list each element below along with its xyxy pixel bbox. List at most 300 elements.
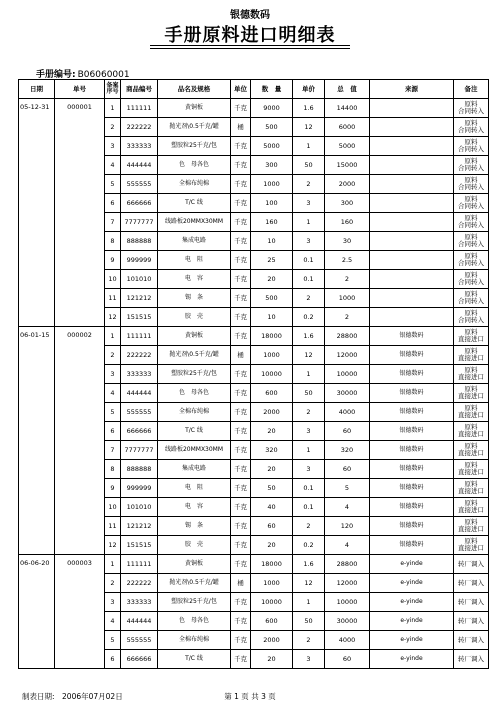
cell-source [370,175,454,194]
cell-name: 塑胶粒25千克/包 [158,593,231,612]
cell-unit: 千克 [231,517,251,536]
cell-qty: 500 [251,289,293,308]
cell-source: 银德数码 [370,498,454,517]
remark-line: 转厂调入 [458,654,484,663]
cell-qty: 20 [251,270,293,289]
cell-qty: 60 [251,517,293,536]
cell-seq: 8 [105,460,121,479]
cell-seq: 10 [105,270,121,289]
remark-line: 原料 [464,480,478,489]
cell-name: 抛光剂\0.5千克/罐 [158,118,231,137]
remark-line: 合同转入 [458,221,484,229]
remark-line: 转厂调入 [458,597,484,606]
remark-line: 原料 [464,119,478,128]
cell-price: 0.2 [293,536,325,555]
cell-unit: 千克 [231,650,251,669]
cell-seq: 8 [105,232,121,251]
cell-source: e-yinde [370,574,454,593]
cell-seq: 1 [105,327,121,346]
cell-total: 10000 [325,365,370,384]
remark-line: 合同转入 [458,259,484,267]
cell-price: 1.6 [293,99,325,118]
cell-code: 101010 [121,498,158,517]
cell-code: 666666 [121,650,158,669]
cell-code: 555555 [121,175,158,194]
cell-qty: 40 [251,498,293,517]
remark-line: 原料 [464,328,478,337]
cell-name: 线路板20MMX30MM [158,213,231,232]
remark-line: 原料 [464,385,478,394]
cell-code: 555555 [121,631,158,650]
cell-remark [454,403,489,422]
cell-remark [454,308,489,327]
cell-total: 5 [325,479,370,498]
remark-line: 原料 [464,518,478,527]
cell-name: 全棉布纯棉 [158,175,231,194]
remark-line: 合同转入 [458,297,484,305]
cell-unit: 千克 [231,270,251,289]
cell-source: 银德数码 [370,422,454,441]
report-date: 制表日期: 2006年07月02日 [22,692,123,701]
cell-qty: 20 [251,422,293,441]
cell-name: 集成电路 [158,232,231,251]
column-header: 单位 [231,80,251,99]
cell-code: 121212 [121,517,158,536]
cell-seq: 2 [105,346,121,365]
cell-seq: 10 [105,498,121,517]
cell-source [370,156,454,175]
cell-price: 1 [293,137,325,156]
cell-unit: 千克 [231,460,251,479]
cell-code: 121212 [121,289,158,308]
cell-remark [454,384,489,403]
cell-unit: 千克 [231,251,251,270]
cell-seq: 9 [105,251,121,270]
remark-line: 直接进口 [458,525,484,533]
cell-source: 银德数码 [370,327,454,346]
cell-seq: 1 [105,99,121,118]
remark-line: 合同转入 [458,145,484,153]
cell-price: 2 [293,631,325,650]
cell-name: 塑胶粒25千克/包 [158,365,231,384]
column-header: 来源 [370,80,454,99]
cell-qty: 20 [251,460,293,479]
cell-qty: 50 [251,479,293,498]
cell-price: 0.1 [293,270,325,289]
remark-line: 原料 [464,138,478,147]
cell-qty: 18000 [251,327,293,346]
cell-qty: 20 [251,650,293,669]
cell-price: 0.1 [293,479,325,498]
cell-total: 2000 [325,175,370,194]
remark-line: 原料 [464,195,478,204]
remark-line: 直接进口 [458,411,484,419]
cell-name: 锡 条 [158,517,231,536]
remark-line: 转厂调入 [458,635,484,644]
cell-qty: 1000 [251,175,293,194]
cell-seq: 7 [105,213,121,232]
cell-qty: 10 [251,308,293,327]
cell-seq: 1 [105,555,121,574]
cell-total: 2 [325,270,370,289]
cell-seq: 5 [105,631,121,650]
cell-unit: 千克 [231,536,251,555]
cell-seq: 2 [105,574,121,593]
cell-source [370,137,454,156]
remark-line: 合同转入 [458,202,484,210]
remark-line: 合同转入 [458,164,484,172]
cell-name: 集成电路 [158,460,231,479]
cell-source [370,232,454,251]
cell-total: 2.5 [325,251,370,270]
cell-total: 60 [325,650,370,669]
table-body [19,99,489,669]
cell-qty: 160 [251,213,293,232]
cell-code: 222222 [121,574,158,593]
remark-line: 直接进口 [458,354,484,362]
report-title: 手册原料进口明细表 [164,25,336,46]
cell-remark [454,99,489,118]
table-row [19,555,489,574]
remark-line: 直接进口 [458,449,484,457]
import-detail-table [18,79,489,669]
cell-code: 333333 [121,137,158,156]
cell-qty: 9000 [251,99,293,118]
cell-source: 银德数码 [370,536,454,555]
cell-seq: 6 [105,194,121,213]
cell-name: T/C 线 [158,650,231,669]
cell-code: 111111 [121,327,158,346]
cell-unit: 千克 [231,327,251,346]
cell-name: 全棉布纯棉 [158,631,231,650]
remark-line: 直接进口 [458,392,484,400]
cell-seq: 4 [105,156,121,175]
cell-code: 999999 [121,251,158,270]
title-underline [150,45,350,46]
cell-name: T/C 线 [158,422,231,441]
cell-seq: 4 [105,384,121,403]
column-header: 单价 [293,80,325,99]
cell-remark [454,118,489,137]
remark-line: 合同转入 [458,107,484,115]
cell-qty: 1000 [251,574,293,593]
cell-price: 1.6 [293,555,325,574]
cell-remark [454,365,489,384]
cell-code: 222222 [121,118,158,137]
cell-price: 1 [293,213,325,232]
cell-code: 888888 [121,232,158,251]
remark-line: 原料 [464,366,478,375]
remark-line: 原料 [464,461,478,470]
cell-qty: 2000 [251,403,293,422]
cell-price: 0.2 [293,308,325,327]
cell-price: 0.1 [293,498,325,517]
cell-code: 444444 [121,156,158,175]
cell-seq: 11 [105,517,121,536]
cell-qty: 20 [251,536,293,555]
cell-price: 3 [293,422,325,441]
cell-source [370,118,454,137]
remark-line: 直接进口 [458,430,484,438]
cell-remark [454,327,489,346]
cell-seq: 3 [105,365,121,384]
column-header: 日期 [19,80,55,99]
cell-remark [454,536,489,555]
remark-line: 直接进口 [458,468,484,476]
cell-remark [454,650,489,669]
remark-line: 原料 [464,157,478,166]
cell-code: 111111 [121,99,158,118]
cell-qty: 600 [251,384,293,403]
cell-unit: 千克 [231,365,251,384]
cell-source [370,270,454,289]
cell-source: 银德数码 [370,460,454,479]
cell-remark [454,175,489,194]
cell-total: 30 [325,232,370,251]
remark-line: 合同转入 [458,316,484,324]
cell-code: 555555 [121,403,158,422]
cell-remark [454,194,489,213]
cell-total: 60 [325,460,370,479]
cell-seq: 9 [105,479,121,498]
cell-name: 电 容 [158,498,231,517]
cell-name: 黄铜板 [158,555,231,574]
cell-name: 电 容 [158,270,231,289]
cell-remark [454,251,489,270]
cell-remark [454,517,489,536]
cell-source: 银德数码 [370,479,454,498]
cell-total: 4000 [325,631,370,650]
cell-seq: 3 [105,137,121,156]
cell-total: 30000 [325,384,370,403]
cell-source: e-yinde [370,593,454,612]
cell-seq: 6 [105,422,121,441]
cell-seq: 4 [105,612,121,631]
cell-name: 锡 条 [158,289,231,308]
cell-price: 0.1 [293,251,325,270]
cell-remark [454,498,489,517]
cell-seq: 6 [105,650,121,669]
cell-total: 2 [325,308,370,327]
remark-line: 原料 [464,271,478,280]
cell-total: 60 [325,422,370,441]
cell-price: 2 [293,175,325,194]
cell-unit: 千克 [231,441,251,460]
cell-name: T/C 线 [158,194,231,213]
remark-line: 原料 [464,290,478,299]
cell-remark [454,441,489,460]
cell-source [370,251,454,270]
remark-line: 转厂调入 [458,559,484,568]
cell-remark [454,422,489,441]
cell-unit: 千克 [231,498,251,517]
cell-total: 4 [325,498,370,517]
cell-name: 色 母各色 [158,156,231,175]
cell-total: 320 [325,441,370,460]
cell-price: 2 [293,289,325,308]
cell-price: 2 [293,517,325,536]
cell-seq: 5 [105,175,121,194]
cell-total: 120 [325,517,370,536]
cell-price: 3 [293,650,325,669]
cell-qty: 320 [251,441,293,460]
cell-name: 色 母各色 [158,384,231,403]
cell-unit: 千克 [231,422,251,441]
cell-seq: 3 [105,593,121,612]
column-header: 总 值 [325,80,370,99]
cell-source: e-yinde [370,555,454,574]
cell-unit: 千克 [231,403,251,422]
cell-remark [454,574,489,593]
cell-code: 444444 [121,384,158,403]
cell-unit: 千克 [231,99,251,118]
cell-total: 4000 [325,403,370,422]
remark-line: 直接进口 [458,544,484,552]
cell-remark [454,346,489,365]
cell-price: 50 [293,612,325,631]
cell-total: 6000 [325,118,370,137]
remark-line: 原料 [464,347,478,356]
cell-qty: 10 [251,232,293,251]
remark-line: 原料 [464,404,478,413]
remark-line: 原料 [464,100,478,109]
cell-total: 30000 [325,612,370,631]
table-header-row [19,80,489,99]
cell-seq: 11 [105,289,121,308]
cell-seq: 5 [105,403,121,422]
cell-code: 151515 [121,308,158,327]
cell-name: 塑胶粒25千克/包 [158,137,231,156]
cell-price: 3 [293,460,325,479]
column-header: 品名及规格 [158,80,231,99]
cell-source [370,213,454,232]
cell-source: 银德数码 [370,441,454,460]
cell-unit: 千克 [231,194,251,213]
cell-qty: 300 [251,156,293,175]
cell-source [370,194,454,213]
cell-remark [454,137,489,156]
group-date: 05-12-31 [19,99,55,327]
remark-line: 直接进口 [458,506,484,514]
cell-code: 101010 [121,270,158,289]
remark-line: 转厂调入 [458,578,484,587]
column-header: 数 量 [251,80,293,99]
cell-remark [454,232,489,251]
cell-remark [454,270,489,289]
cell-price: 1.6 [293,327,325,346]
cell-name: 电 阻 [158,251,231,270]
remark-line: 原料 [464,176,478,185]
cell-remark [454,631,489,650]
cell-qty: 500 [251,118,293,137]
remark-line: 原料 [464,309,478,318]
cell-unit: 千克 [231,612,251,631]
cell-source: e-yinde [370,612,454,631]
manual-number-value: B06060001 [77,70,130,80]
cell-qty: 25 [251,251,293,270]
page-indicator: 第 1 页 共 3 页 [224,692,276,701]
cell-remark [454,213,489,232]
cell-name: 电 阻 [158,479,231,498]
remark-line: 转厂调入 [458,616,484,625]
cell-seq: 12 [105,536,121,555]
cell-code: 151515 [121,536,158,555]
cell-unit: 千克 [231,137,251,156]
cell-name: 胶 壳 [158,308,231,327]
cell-price: 1 [293,593,325,612]
cell-qty: 100 [251,194,293,213]
remark-line: 合同转入 [458,240,484,248]
cell-source: 银德数码 [370,403,454,422]
cell-code: 999999 [121,479,158,498]
column-header: 单号 [55,80,105,99]
cell-qty: 600 [251,612,293,631]
cell-price: 12 [293,118,325,137]
column-header: 备注 [454,80,489,99]
table-row [19,99,489,118]
cell-price: 50 [293,156,325,175]
cell-total: 1000 [325,289,370,308]
cell-unit: 千克 [231,593,251,612]
cell-source [370,308,454,327]
remark-line: 合同转入 [458,126,484,134]
cell-total: 160 [325,213,370,232]
remark-line: 原料 [464,423,478,432]
cell-source: 银德数码 [370,517,454,536]
column-header: 商品编号 [121,80,158,99]
cell-total: 300 [325,194,370,213]
cell-remark [454,593,489,612]
cell-code: 222222 [121,346,158,365]
cell-code: 7777777 [121,213,158,232]
table-row [19,327,489,346]
cell-code: 666666 [121,422,158,441]
remark-line: 原料 [464,499,478,508]
remark-line: 直接进口 [458,487,484,495]
cell-price: 3 [293,232,325,251]
cell-remark [454,289,489,308]
group-number: 000003 [55,555,105,669]
cell-name: 全棉布纯棉 [158,403,231,422]
cell-remark [454,555,489,574]
cell-name: 黄铜板 [158,99,231,118]
remark-line: 合同转入 [458,183,484,191]
cell-unit: 桶 [231,118,251,137]
title-underline-second [150,48,350,49]
cell-source: e-yinde [370,631,454,650]
group-date: 06-01-15 [19,327,55,555]
cell-price: 2 [293,403,325,422]
cell-total: 5000 [325,137,370,156]
cell-qty: 10000 [251,365,293,384]
cell-code: 333333 [121,365,158,384]
cell-total: 28800 [325,555,370,574]
cell-price: 12 [293,346,325,365]
cell-total: 4 [325,536,370,555]
cell-unit: 千克 [231,232,251,251]
cell-source [370,99,454,118]
cell-price: 1 [293,441,325,460]
cell-qty: 10000 [251,593,293,612]
cell-unit: 千克 [231,213,251,232]
cell-qty: 5000 [251,137,293,156]
cell-source: 银德数码 [370,346,454,365]
cell-name: 线路板20MMX30MM [158,441,231,460]
cell-price: 3 [293,194,325,213]
remark-line: 原料 [464,442,478,451]
cell-unit: 千克 [231,156,251,175]
manual-number-label: 手册编号: [36,70,76,80]
